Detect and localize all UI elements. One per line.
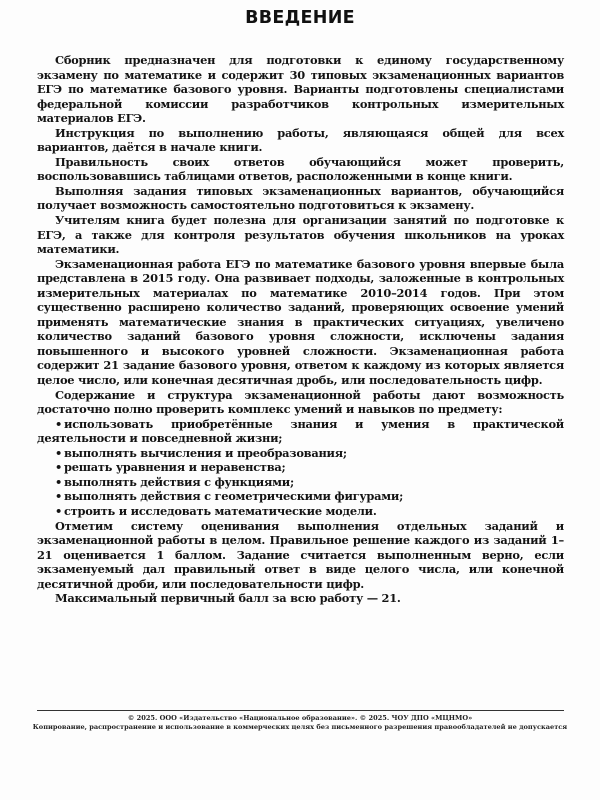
bullet-icon: • xyxy=(55,445,63,460)
skills-list xyxy=(37,417,564,519)
bullet-icon: • xyxy=(55,474,63,489)
paragraph-purpose: Сборник предназначен для подготовки к единому государственному экзамену по математике и содержит 30 типовых экзаменационных вариантов ЕГЭ по математике базового уровня. Варианты подготовлены специалистами федеральной комиссии разработчиков контрольных измерительных материалов ЕГЭ. xyxy=(37,53,564,126)
paragraph-skills-intro: Содержание и структура экзаменационной работы дают возможность достаточно полно проверить комплекс умений и навыков по предмету: xyxy=(37,387,564,417)
bullet-icon: • xyxy=(55,416,63,431)
page-title: ВВЕДЕНИЕ xyxy=(245,8,355,28)
paragraph-answers: Правильность своих ответов обучающийся может проверить, воспользовавшись таблицами ответов, расположенными в конце книги. xyxy=(37,154,564,184)
skills-list-item: • выполнять вычисления и преобразования; xyxy=(55,445,347,460)
paragraph-max-score: Максимальный первичный балл за всю работу — 21. xyxy=(55,591,401,606)
bullet-icon: • xyxy=(55,460,63,475)
skills-list-item: • выполнять действия с функциями; xyxy=(55,474,294,489)
paragraph-exam-history: Экзаменационная работа ЕГЭ по математике базового уровня впервые была представлена в 2015 году. Она развивает подходы, заложенные в контрольных измерительных материалах по математике 2010–2014 годов. При этом существенно расширено количество заданий, проверяющих освоение умений применять математические знания в практических ситуациях, увеличено количество заданий базового уровня сложности, исключены задания повышенного и высокого уровней сложности. Экзаменационная работа содержит 21 задание базового уровня, ответом к каждому из которых является целое число, или конечная десятичная дробь, или последовательность цифр. xyxy=(37,256,564,388)
skills-list-item: • выполнять действия с геометрическими фигурами; xyxy=(55,489,404,504)
skills-list-item: • решать уравнения и неравенства; xyxy=(55,460,286,475)
skills-list-item: • строить и исследовать математические модели. xyxy=(55,503,377,518)
paragraph-teachers: Учителям книга будет полезна для организации занятий по подготовке к ЕГЭ, а также для контроля результатов обучения школьников на уроках математики. xyxy=(37,213,564,257)
introduction-body xyxy=(37,53,564,606)
bullet-icon: • xyxy=(55,503,63,518)
skills-list-item: • использовать приобретённые знания и умения в практической деятельности и повседневной жизни; xyxy=(37,416,564,446)
paragraph-instructions: Инструкция по выполнению работы, являющаяся общей для всех вариантов, даётся в начале книги. xyxy=(37,125,564,155)
paragraph-self-study: Выполняя задания типовых экзаменационных вариантов, обучающийся получает возможность самостоятельно подготовиться к экзамену. xyxy=(37,183,564,213)
footer-divider xyxy=(37,710,564,711)
copyright-footer xyxy=(30,714,570,731)
copyright-notice: Копирование, распространение и использование в коммерческих целях без письменного разрешения правообладателей не допускается xyxy=(32,722,568,731)
copyright-line: © 2025. ООО «Издательство «Национальное образование». © 2025. ЧОУ ДПО «МЦНМО» xyxy=(127,714,473,722)
bullet-icon: • xyxy=(55,489,63,504)
paragraph-grading: Отметим систему оценивания выполнения отдельных заданий и экзаменационной работы в целом. Правильное решение каждого из заданий 1–21 оценивается 1 баллом. Задание считается выполненным верно, если экзаменуемый дал правильный ответ в виде целого числа, или конечной десятичной дроби, или последовательности цифр. xyxy=(37,518,564,591)
